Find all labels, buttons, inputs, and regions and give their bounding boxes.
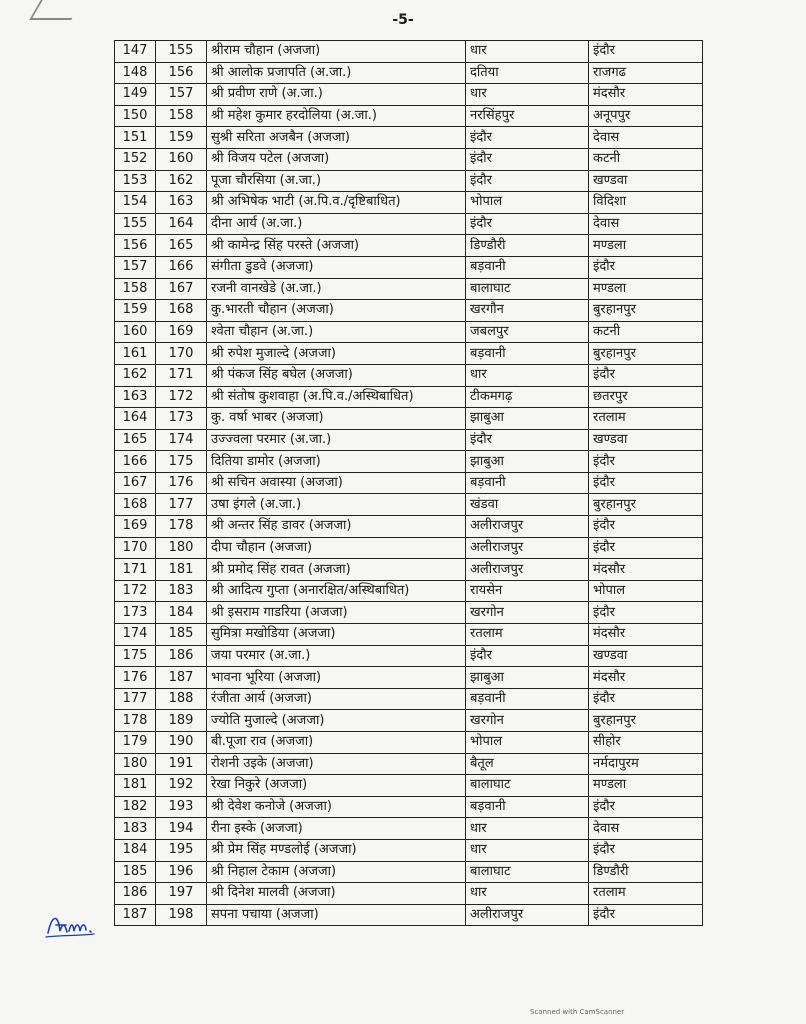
transfer-district-cell: देवास [589,818,703,840]
transfer-district-cell: रतलाम [589,408,703,430]
transfer-district-cell: मण्डला [589,235,703,257]
table-row [115,710,703,732]
transfer-district-cell: बुरहानपुर [589,343,703,365]
candidate-name-cell: उषा इंगले (अ.जा.) [207,494,466,516]
table-row [115,580,703,602]
table-row [115,105,703,127]
serial-number-cell: 155 [115,213,156,235]
roll-number-cell: 159 [156,127,207,149]
candidate-name-cell: श्रीराम चौहान (अजजा) [207,41,466,63]
candidate-name-cell: श्री पंकज सिंह बघेल (अजजा) [207,364,466,386]
table-row [115,732,703,754]
table-row [115,559,703,581]
serial-number-cell: 156 [115,235,156,257]
serial-number-cell: 150 [115,105,156,127]
transfer-district-cell: कटनी [589,148,703,170]
roll-number-cell: 177 [156,494,207,516]
table-row [115,300,703,322]
roll-number-cell: 187 [156,667,207,689]
transfer-district-cell: मण्डला [589,278,703,300]
candidate-name-cell: कु.भारती चौहान (अजजा) [207,300,466,322]
candidate-name-cell: श्री विजय पटेल (अजजा) [207,148,466,170]
transfer-table-body [115,41,703,926]
serial-number-cell: 177 [115,688,156,710]
transfer-district-cell: विदिशा [589,192,703,214]
table-row [115,494,703,516]
serial-number-cell: 180 [115,753,156,775]
table-row [115,408,703,430]
transfer-district-cell: इंदौर [589,472,703,494]
serial-number-cell: 184 [115,839,156,861]
table-row [115,170,703,192]
table-row [115,796,703,818]
table-row [115,624,703,646]
roll-number-cell: 185 [156,624,207,646]
serial-number-cell: 159 [115,300,156,322]
candidate-name-cell: श्री महेश कुमार हरदोलिया (अ.जा.) [207,105,466,127]
candidate-name-cell: जया परमार (अ.जा.) [207,645,466,667]
serial-number-cell: 163 [115,386,156,408]
roll-number-cell: 197 [156,883,207,905]
transfer-district-cell: रतलाम [589,883,703,905]
transfer-table [114,40,703,926]
table-row [115,516,703,538]
transfer-district-cell: इंदौर [589,364,703,386]
current-district-cell: इंदौर [466,127,589,149]
serial-number-cell: 170 [115,537,156,559]
current-district-cell: खरगोन [466,602,589,624]
current-district-cell: अलीराजपुर [466,904,589,926]
transfer-district-cell: मंदसौर [589,624,703,646]
serial-number-cell: 164 [115,408,156,430]
roll-number-cell: 184 [156,602,207,624]
candidate-name-cell: श्री सचिन अवास्या (अजजा) [207,472,466,494]
candidate-name-cell: ज्योति मुजाल्दे (अजजा) [207,710,466,732]
current-district-cell: बालाघाट [466,861,589,883]
roll-number-cell: 171 [156,364,207,386]
roll-number-cell: 198 [156,904,207,926]
current-district-cell: खरगौन [466,300,589,322]
table-row [115,537,703,559]
transfer-district-cell: मण्डला [589,775,703,797]
serial-number-cell: 187 [115,904,156,926]
roll-number-cell: 192 [156,775,207,797]
serial-number-cell: 181 [115,775,156,797]
candidate-name-cell: श्वेता चौहान (अ.जा.) [207,321,466,343]
table-row [115,364,703,386]
candidate-name-cell: सपना पचाया (अजजा) [207,904,466,926]
transfer-district-cell: इंदौर [589,602,703,624]
current-district-cell: बालाघाट [466,278,589,300]
roll-number-cell: 164 [156,213,207,235]
signature [42,905,102,945]
candidate-name-cell: संगीता डुडवे (अजजा) [207,256,466,278]
transfer-district-cell: मंदसौर [589,559,703,581]
serial-number-cell: 179 [115,732,156,754]
candidate-name-cell: पूजा चौरसिया (अ.जा.) [207,170,466,192]
serial-number-cell: 186 [115,883,156,905]
table-row [115,602,703,624]
roll-number-cell: 174 [156,429,207,451]
serial-number-cell: 161 [115,343,156,365]
roll-number-cell: 188 [156,688,207,710]
transfer-district-cell: भोपाल [589,580,703,602]
scanner-footer: Scanned with CamScanner [530,1008,625,1016]
candidate-name-cell: दितिया डामोर (अजजा) [207,451,466,473]
roll-number-cell: 180 [156,537,207,559]
transfer-district-cell: देवास [589,213,703,235]
transfer-district-cell: देवास [589,127,703,149]
candidate-name-cell: रेखा निकुरे (अजजा) [207,775,466,797]
serial-number-cell: 183 [115,818,156,840]
transfer-district-cell: इंदौर [589,688,703,710]
roll-number-cell: 157 [156,84,207,106]
serial-number-cell: 182 [115,796,156,818]
roll-number-cell: 158 [156,105,207,127]
candidate-name-cell: श्री रुपेश मुजाल्दे (अजजा) [207,343,466,365]
serial-number-cell: 178 [115,710,156,732]
transfer-district-cell: खण्डवा [589,645,703,667]
transfer-district-cell: छतरपुर [589,386,703,408]
table-row [115,451,703,473]
candidate-name-cell: श्री संतोष कुशवाहा (अ.पि.व./अस्थिबाधित) [207,386,466,408]
transfer-district-cell: इंदौर [589,516,703,538]
current-district-cell: खंडवा [466,494,589,516]
candidate-name-cell: रंजीता आर्य (अजजा) [207,688,466,710]
serial-number-cell: 151 [115,127,156,149]
transfer-district-cell: इंदौर [589,904,703,926]
table-row [115,235,703,257]
candidate-name-cell: भावना भूरिया (अजजा) [207,667,466,689]
roll-number-cell: 181 [156,559,207,581]
candidate-name-cell: बी.पूजा राव (अजजा) [207,732,466,754]
serial-number-cell: 174 [115,624,156,646]
current-district-cell: धार [466,41,589,63]
candidate-name-cell: श्री प्रवीण राणे (अ.जा.) [207,84,466,106]
roll-number-cell: 160 [156,148,207,170]
current-district-cell: झाबुआ [466,408,589,430]
page-number: -5- [392,12,414,28]
table-row [115,343,703,365]
table-row [115,645,703,667]
roll-number-cell: 196 [156,861,207,883]
roll-number-cell: 168 [156,300,207,322]
transfer-district-cell: बुरहानपुर [589,710,703,732]
roll-number-cell: 195 [156,839,207,861]
current-district-cell: बालाघाट [466,775,589,797]
transfer-district-cell: सीहोर [589,732,703,754]
transfer-district-cell: बुरहानपुर [589,300,703,322]
candidate-name-cell: श्री दिनेश मालवी (अजजा) [207,883,466,905]
transfer-district-cell: बुरहानपुर [589,494,703,516]
current-district-cell: धार [466,84,589,106]
current-district-cell: इंदौर [466,645,589,667]
transfer-district-cell: नर्मदापुरम [589,753,703,775]
table-row [115,386,703,408]
serial-number-cell: 169 [115,516,156,538]
current-district-cell: भोपाल [466,192,589,214]
table-row [115,148,703,170]
roll-number-cell: 191 [156,753,207,775]
candidate-name-cell: रीना इस्के (अजजा) [207,818,466,840]
candidate-name-cell: कु. वर्षा भाबर (अजजा) [207,408,466,430]
table-row [115,127,703,149]
roll-number-cell: 173 [156,408,207,430]
roll-number-cell: 176 [156,472,207,494]
serial-number-cell: 172 [115,580,156,602]
transfer-district-cell: अनूपपुर [589,105,703,127]
candidate-name-cell: श्री अभिषेक भाटी (अ.पि.व./दृष्टिबाधित) [207,192,466,214]
current-district-cell: झाबुआ [466,451,589,473]
serial-number-cell: 157 [115,256,156,278]
table-row [115,753,703,775]
current-district-cell: इंदौर [466,170,589,192]
current-district-cell: रतलाम [466,624,589,646]
transfer-district-cell: डिण्डौरी [589,861,703,883]
serial-number-cell: 154 [115,192,156,214]
roll-number-cell: 186 [156,645,207,667]
table-row [115,883,703,905]
serial-number-cell: 173 [115,602,156,624]
candidate-name-cell: श्री प्रेम सिंह मण्डलोई (अजजा) [207,839,466,861]
candidate-name-cell: श्री निहाल टेकाम (अजजा) [207,861,466,883]
roll-number-cell: 155 [156,41,207,63]
serial-number-cell: 158 [115,278,156,300]
candidate-name-cell: श्री कामेन्द्र सिंह परस्ते (अजजा) [207,235,466,257]
current-district-cell: बड़वानी [466,256,589,278]
table-row [115,62,703,84]
current-district-cell: धार [466,818,589,840]
serial-number-cell: 171 [115,559,156,581]
serial-number-cell: 175 [115,645,156,667]
table-row [115,688,703,710]
table-row [115,472,703,494]
current-district-cell: बड़वानी [466,796,589,818]
serial-number-cell: 160 [115,321,156,343]
current-district-cell: रायसेन [466,580,589,602]
candidate-name-cell: सुमित्रा मखोडिया (अजजा) [207,624,466,646]
transfer-district-cell: इंदौर [589,256,703,278]
transfer-district-cell: मंदसौर [589,667,703,689]
serial-number-cell: 149 [115,84,156,106]
current-district-cell: जबलपुर [466,321,589,343]
roll-number-cell: 172 [156,386,207,408]
table-row [115,775,703,797]
serial-number-cell: 168 [115,494,156,516]
current-district-cell: टीकमगढ़ [466,386,589,408]
table-row [115,818,703,840]
current-district-cell: अलीराजपुर [466,516,589,538]
current-district-cell: अलीराजपुर [466,559,589,581]
serial-number-cell: 152 [115,148,156,170]
candidate-name-cell: दीना आर्य (अ.जा.) [207,213,466,235]
current-district-cell: भोपाल [466,732,589,754]
roll-number-cell: 167 [156,278,207,300]
current-district-cell: बड़वानी [466,472,589,494]
candidate-name-cell: दीपा चौहान (अजजा) [207,537,466,559]
serial-number-cell: 148 [115,62,156,84]
current-district-cell: झाबुआ [466,667,589,689]
current-district-cell: नरसिंहपुर [466,105,589,127]
current-district-cell: धार [466,364,589,386]
candidate-name-cell: रजनी वानखेडे (अ.जा.) [207,278,466,300]
roll-number-cell: 165 [156,235,207,257]
current-district-cell: खरगोन [466,710,589,732]
current-district-cell: इंदौर [466,148,589,170]
current-district-cell: इंदौर [466,429,589,451]
roll-number-cell: 183 [156,580,207,602]
current-district-cell: अलीराजपुर [466,537,589,559]
table-row [115,41,703,63]
roll-number-cell: 193 [156,796,207,818]
roll-number-cell: 194 [156,818,207,840]
roll-number-cell: 166 [156,256,207,278]
transfer-district-cell: इंदौर [589,451,703,473]
current-district-cell: इंदौर [466,213,589,235]
current-district-cell: बड़वानी [466,343,589,365]
transfer-district-cell: इंदौर [589,41,703,63]
current-district-cell: बड़वानी [466,688,589,710]
serial-number-cell: 185 [115,861,156,883]
transfer-district-cell: कटनी [589,321,703,343]
candidate-name-cell: सुश्री सरिता अजबैन (अजजा) [207,127,466,149]
serial-number-cell: 162 [115,364,156,386]
transfer-district-cell: इंदौर [589,839,703,861]
current-district-cell: धार [466,839,589,861]
table-row [115,192,703,214]
table-row [115,429,703,451]
table-row [115,839,703,861]
roll-number-cell: 175 [156,451,207,473]
candidate-name-cell: श्री प्रमोद सिंह रावत (अजजा) [207,559,466,581]
roll-number-cell: 169 [156,321,207,343]
table-row [115,278,703,300]
current-district-cell: डिण्डौरी [466,235,589,257]
transfer-district-cell: राजगढ [589,62,703,84]
serial-number-cell: 153 [115,170,156,192]
current-district-cell: बैतूल [466,753,589,775]
transfer-district-cell: मंदसौर [589,84,703,106]
current-district-cell: दतिया [466,62,589,84]
table-row [115,213,703,235]
roll-number-cell: 156 [156,62,207,84]
candidate-name-cell: रोशनी उइके (अजजा) [207,753,466,775]
candidate-name-cell: श्री अन्तर सिंह डावर (अजजा) [207,516,466,538]
serial-number-cell: 166 [115,451,156,473]
candidate-name-cell: श्री देवेश कनोजे (अजजा) [207,796,466,818]
transfer-district-cell: खण्डवा [589,170,703,192]
roll-number-cell: 170 [156,343,207,365]
roll-number-cell: 190 [156,732,207,754]
table-row [115,321,703,343]
candidate-name-cell: उज्ज्वला परमार (अ.जा.) [207,429,466,451]
serial-number-cell: 165 [115,429,156,451]
current-district-cell: धार [466,883,589,905]
table-row [115,667,703,689]
serial-number-cell: 176 [115,667,156,689]
roll-number-cell: 163 [156,192,207,214]
transfer-district-cell: इंदौर [589,796,703,818]
roll-number-cell: 162 [156,170,207,192]
table-row [115,861,703,883]
roll-number-cell: 189 [156,710,207,732]
roll-number-cell: 178 [156,516,207,538]
table-row [115,84,703,106]
candidate-name-cell: श्री आदित्य गुप्ता (अनारक्षित/अस्थिबाधित) [207,580,466,602]
candidate-name-cell: श्री इसराम गाडरिया (अजजा) [207,602,466,624]
candidate-name-cell: श्री आलोक प्रजापति (अ.जा.) [207,62,466,84]
serial-number-cell: 147 [115,41,156,63]
serial-number-cell: 167 [115,472,156,494]
table-row [115,904,703,926]
transfer-district-cell: खण्डवा [589,429,703,451]
transfer-district-cell: इंदौर [589,537,703,559]
table-row [115,256,703,278]
